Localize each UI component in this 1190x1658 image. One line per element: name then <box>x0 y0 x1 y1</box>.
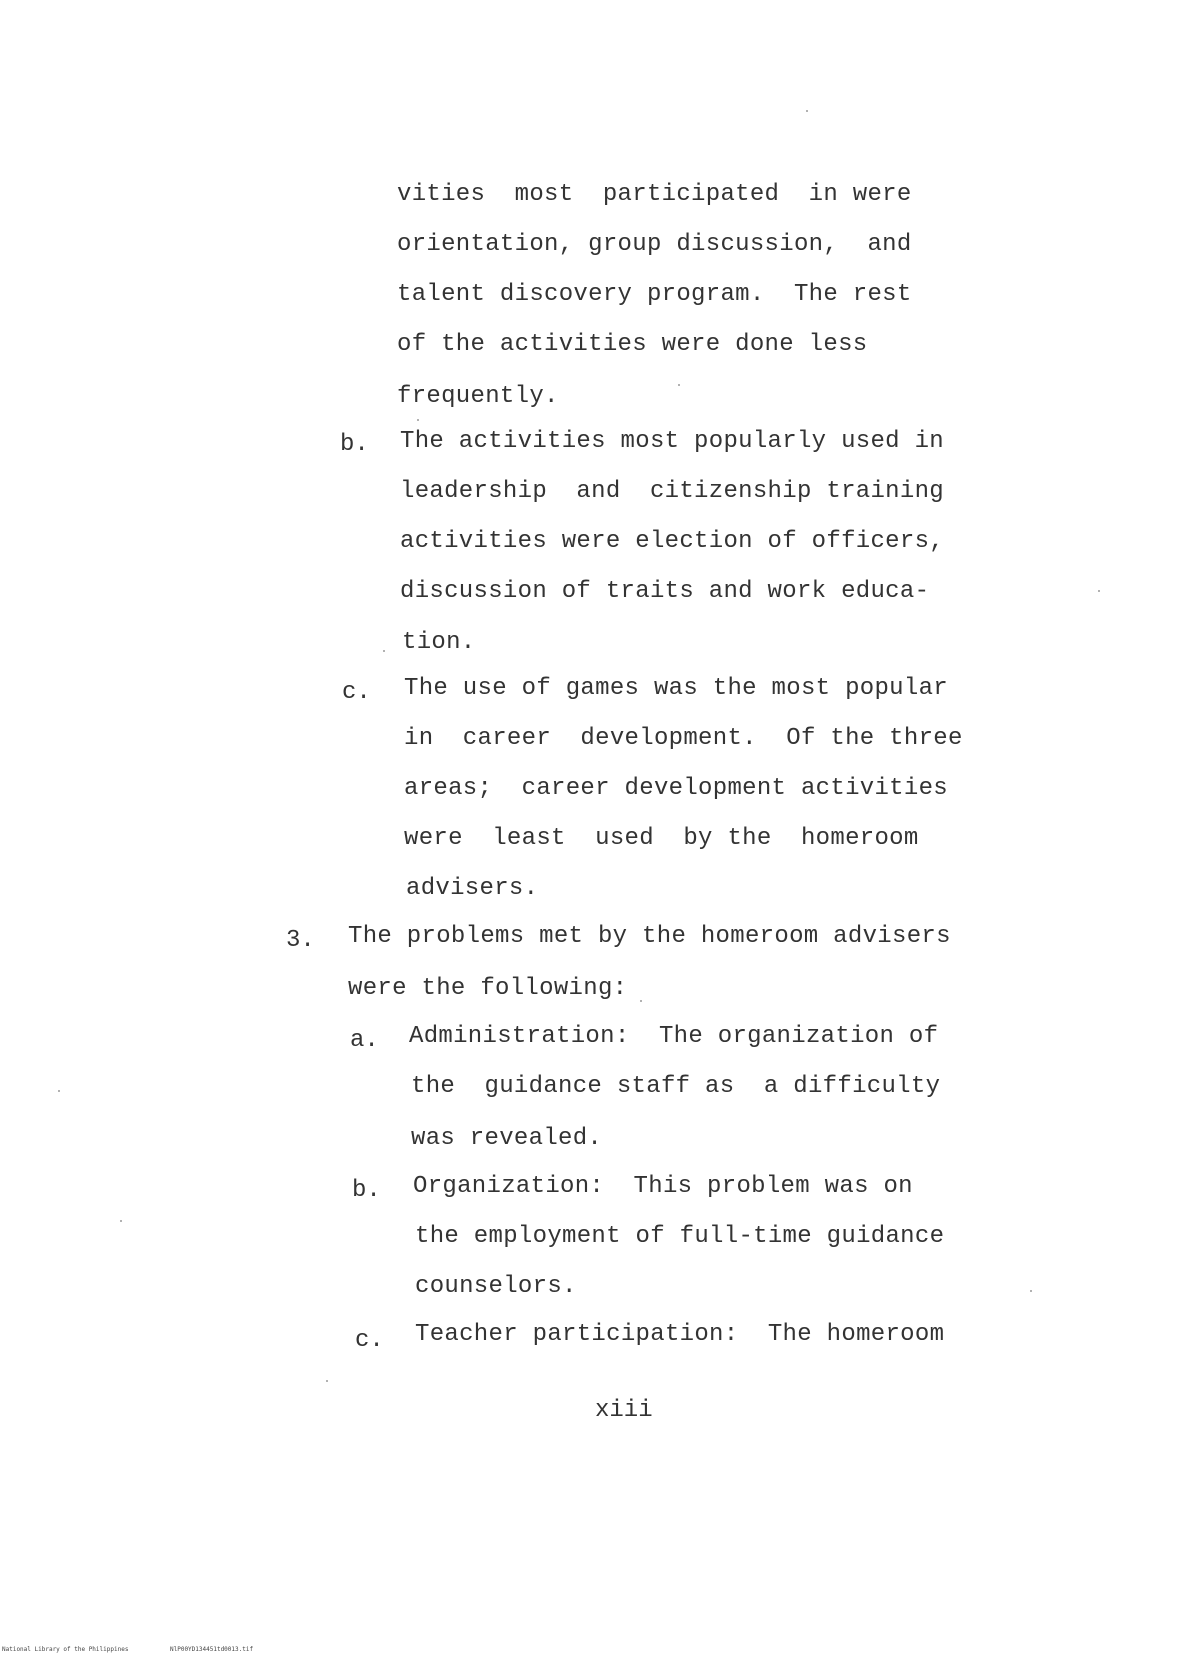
text-line: counselors. <box>415 1273 577 1300</box>
list-marker: b. <box>352 1177 381 1204</box>
text-line: vities most participated in were <box>397 181 912 208</box>
list-marker: a. <box>350 1027 379 1054</box>
scan-speck <box>1030 1290 1032 1292</box>
text-line: Teacher participation: The homeroom <box>415 1321 945 1348</box>
text-line: The use of games was the most popular <box>404 675 948 702</box>
text-line: tion. <box>402 629 476 656</box>
scan-speck <box>806 110 808 112</box>
text-line: were the following: <box>348 975 628 1002</box>
text-line: Administration: The organization of <box>409 1023 939 1050</box>
text-line: activities were election of officers, <box>400 528 944 555</box>
list-marker: b. <box>340 431 369 458</box>
scan-speck <box>678 384 680 386</box>
text-line: talent discovery program. The rest <box>397 281 912 308</box>
scan-speck <box>1098 590 1100 592</box>
text-line: The problems met by the homeroom advisers <box>348 923 951 950</box>
list-marker: 3. <box>286 927 315 954</box>
text-line: were least used by the homeroom <box>404 825 919 852</box>
scan-speck <box>120 1220 122 1222</box>
scan-speck <box>58 1090 60 1092</box>
text-line: in career development. Of the three <box>404 725 963 752</box>
scan-speck <box>383 650 385 652</box>
list-marker: c. <box>355 1327 384 1354</box>
text-line: was revealed. <box>411 1125 603 1152</box>
text-line: the guidance staff as a difficulty <box>411 1073 941 1100</box>
text-line: areas; career development activities <box>404 775 948 802</box>
page-number: xiii <box>595 1397 653 1424</box>
text-line: Organization: This problem was on <box>413 1173 913 1200</box>
scan-footer-library: National Library of the Philippines <box>2 1646 129 1653</box>
text-line: The activities most popularly used in <box>400 428 944 455</box>
scan-speck <box>326 1380 328 1382</box>
list-marker: c. <box>342 679 371 706</box>
text-line: frequently. <box>397 383 559 410</box>
text-line: orientation, group discussion, and <box>397 231 912 258</box>
text-line: advisers. <box>406 875 539 902</box>
scan-footer-file: NlP00YD134451td0013.tif <box>170 1646 254 1653</box>
scan-speck <box>640 1000 642 1002</box>
text-line: discussion of traits and work educa- <box>400 578 930 605</box>
text-line: leadership and citizenship training <box>400 478 944 505</box>
scan-speck <box>417 419 419 421</box>
text-line: of the activities were done less <box>397 331 868 358</box>
text-line: the employment of full-time guidance <box>415 1223 945 1250</box>
